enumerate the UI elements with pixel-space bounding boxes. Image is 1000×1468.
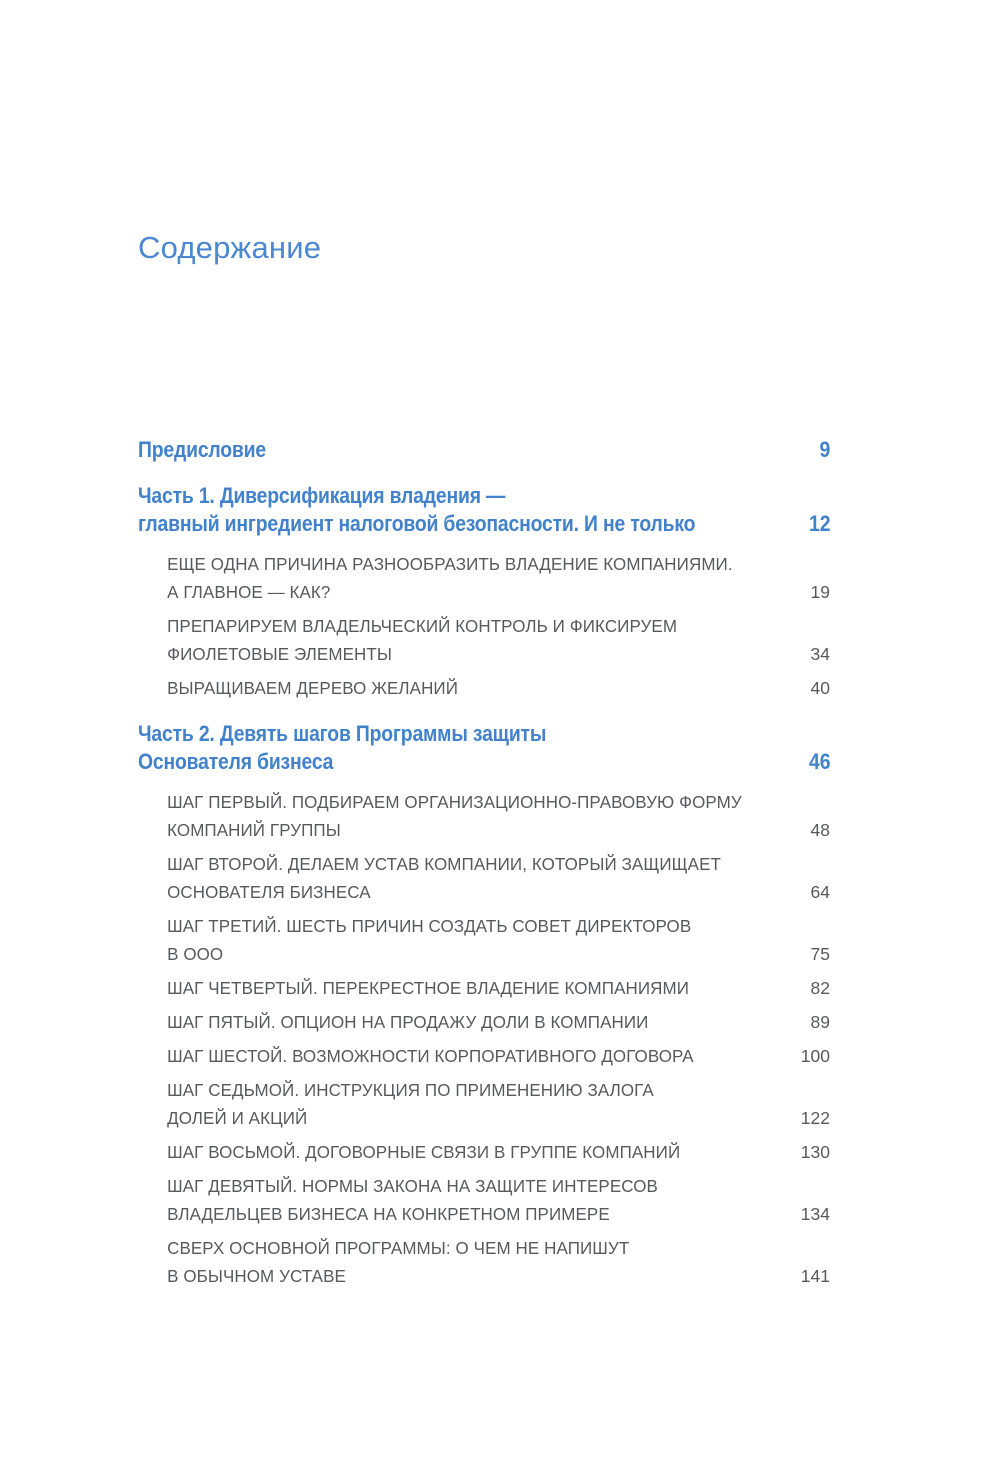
toc-entry-page-number: 82 <box>810 978 830 998</box>
toc-entry-line: ШАГ ВОСЬМОЙ. ДОГОВОРНЫЕ СВЯЗИ В ГРУППЕ КОМПАНИЙ <box>167 1142 681 1162</box>
toc-entry-title <box>138 674 458 702</box>
toc-entry-title <box>138 974 689 1002</box>
toc-entry <box>138 436 830 464</box>
toc-entry-line: ВЫРАЩИВАЕМ ДЕРЕВО ЖЕЛАНИЙ <box>167 678 459 698</box>
toc-entry-line: ШАГ ВТОРОЙ. ДЕЛАЕМ УСТАВ КОМПАНИИ, КОТОРЫЙ ЗАЩИЩАЕТ <box>167 854 721 874</box>
toc-entry <box>138 912 830 968</box>
toc-entry-line: Часть 1. Диверсификация владения — <box>138 483 506 508</box>
toc-entry-line: ШАГ ТРЕТИЙ. ШЕСТЬ ПРИЧИН СОЗДАТЬ СОВЕТ ДИРЕКТОРОВ <box>167 916 692 936</box>
toc-entry <box>138 550 830 606</box>
toc-entry-page-number: 46 <box>808 749 830 774</box>
toc-entry <box>138 612 830 668</box>
toc-entry-line: КОМПАНИЙ ГРУППЫ <box>167 820 341 840</box>
toc-entry-line: ОСНОВАТЕЛЯ БИЗНЕСА <box>167 882 371 902</box>
toc-entry <box>138 850 830 906</box>
toc-entry-line: В ООО <box>167 944 224 964</box>
toc-entry-title <box>138 1234 629 1290</box>
toc-entry <box>138 1172 830 1228</box>
toc-list <box>138 436 830 1290</box>
toc-entry-title <box>138 550 733 606</box>
toc-entry <box>138 674 830 702</box>
toc-entry <box>138 1076 830 1132</box>
toc-entry-title <box>138 482 695 538</box>
toc-entry-line: Часть 2. Девять шагов Программы защиты <box>138 721 547 746</box>
toc-entry-line: СВЕРХ ОСНОВНОЙ ПРОГРАММЫ: О ЧЕМ НЕ НАПИШУТ <box>167 1238 630 1258</box>
toc-entry-line: Предисловие <box>138 437 266 462</box>
toc-entry-line: А ГЛАВНОЕ — КАК? <box>167 582 331 602</box>
toc-entry-line: ДОЛЕЙ И АКЦИЙ <box>167 1108 308 1128</box>
toc-entry-line: В ОБЫЧНОМ УСТАВЕ <box>167 1266 346 1286</box>
toc-entry-line: ФИОЛЕТОВЫЕ ЭЛЕМЕНТЫ <box>167 644 392 664</box>
toc-entry-page-number: 40 <box>810 678 830 698</box>
toc-entry-line: ШАГ СЕДЬМОЙ. ИНСТРУКЦИЯ ПО ПРИМЕНЕНИЮ ЗАЛОГА <box>167 1080 654 1100</box>
toc-entry-page-number: 9 <box>819 437 830 462</box>
toc-entry-line: главный ингредиент налоговой безопасности. И не только <box>138 511 696 536</box>
toc-entry-title <box>138 1138 680 1166</box>
toc-entry-line: ШАГ ШЕСТОЙ. ВОЗМОЖНОСТИ КОРПОРАТИВНОГО ДОГОВОРА <box>167 1046 694 1066</box>
toc-entry-title <box>138 912 691 968</box>
toc-entry-title <box>138 720 546 776</box>
toc-entry-page-number: 64 <box>810 882 830 902</box>
toc-entry-line: ШАГ ЧЕТВЕРТЫЙ. ПЕРЕКРЕСТНОЕ ВЛАДЕНИЕ КОМПАНИЯМИ <box>167 978 690 998</box>
toc-entry <box>138 482 830 538</box>
toc-entry-line: ЕЩЕ ОДНА ПРИЧИНА РАЗНООБРАЗИТЬ ВЛАДЕНИЕ КОМПАНИЯМИ. <box>167 554 733 574</box>
toc-entry <box>138 720 830 776</box>
toc-entry-page-number: 134 <box>800 1204 830 1224</box>
toc-entry <box>138 1234 830 1290</box>
toc-entry-page-number: 100 <box>800 1046 830 1066</box>
toc-entry-page-number: 12 <box>808 511 830 536</box>
toc-entry-page-number: 141 <box>800 1266 830 1286</box>
toc-entry-page-number: 48 <box>810 820 830 840</box>
toc-entry-title <box>138 612 677 668</box>
toc-entry-page-number: 130 <box>800 1142 830 1162</box>
toc-entry-line: Основателя бизнеса <box>138 749 334 774</box>
toc-entry-line: ШАГ ПЕРВЫЙ. ПОДБИРАЕМ ОРГАНИЗАЦИОННО-ПРАВОВУЮ ФОРМУ <box>167 792 742 812</box>
toc-entry-title <box>138 850 721 906</box>
toc-entry-title <box>138 1042 694 1070</box>
toc-entry-line: ВЛАДЕЛЬЦЕВ БИЗНЕСА НА КОНКРЕТНОМ ПРИМЕРЕ <box>167 1204 610 1224</box>
toc-entry <box>138 788 830 844</box>
toc-entry-page-number: 89 <box>810 1012 830 1032</box>
toc-entry-page-number: 19 <box>810 582 830 602</box>
toc-entry <box>138 1138 830 1166</box>
toc-entry-title <box>138 1008 648 1036</box>
toc-entry-line: ПРЕПАРИРУЕМ ВЛАДЕЛЬЧЕСКИЙ КОНТРОЛЬ И ФИКСИРУЕМ <box>167 616 678 636</box>
toc-entry <box>138 1042 830 1070</box>
toc-entry-page-number: 75 <box>810 944 830 964</box>
toc-entry-title <box>138 436 266 464</box>
toc-entry-line: ШАГ ПЯТЫЙ. ОПЦИОН НА ПРОДАЖУ ДОЛИ В КОМПАНИИ <box>167 1012 649 1032</box>
toc-entry-page-number: 34 <box>810 644 830 664</box>
toc-entry <box>138 1008 830 1036</box>
toc-entry-title <box>138 788 742 844</box>
toc-entry-page-number: 122 <box>800 1108 830 1128</box>
page-title: Содержание <box>138 230 322 265</box>
toc-entry-title <box>138 1076 654 1132</box>
toc-entry <box>138 974 830 1002</box>
toc-entry-title <box>138 1172 658 1228</box>
toc-entry-line: ШАГ ДЕВЯТЫЙ. НОРМЫ ЗАКОНА НА ЗАЩИТЕ ИНТЕРЕСОВ <box>167 1176 658 1196</box>
